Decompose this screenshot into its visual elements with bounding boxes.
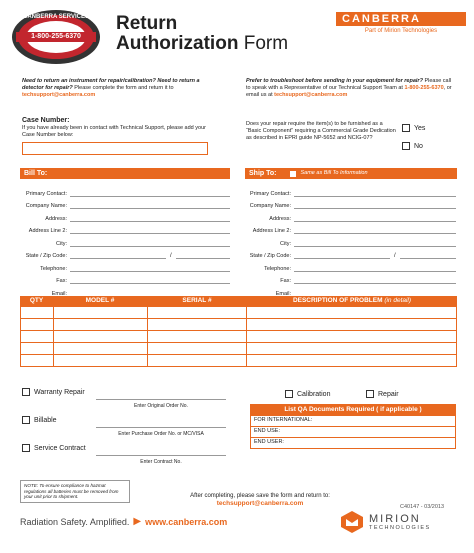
billable-label: Billable xyxy=(34,416,57,424)
items-grid xyxy=(20,306,457,367)
table-cell[interactable] xyxy=(53,343,147,355)
ship-to-state-zip-slash: / xyxy=(394,253,396,259)
bill-to-state-zip-slash: / xyxy=(170,253,172,259)
ship-to-state-input[interactable] xyxy=(294,251,390,259)
table-row xyxy=(21,331,457,343)
table-cell[interactable] xyxy=(247,331,457,343)
ship-to-fields xyxy=(234,184,456,297)
no-option[interactable] xyxy=(402,142,423,150)
mirion-mark-icon xyxy=(340,510,364,534)
after-text: After completing, please save the form and return to: xyxy=(190,493,330,499)
table-cell[interactable] xyxy=(53,319,147,331)
ship-to-row xyxy=(234,184,456,197)
service-option[interactable] xyxy=(22,444,86,452)
qa-row[interactable]: END USE: xyxy=(251,426,455,437)
repair-checkbox[interactable] xyxy=(366,390,374,398)
seal-phone: 1-800-255-6370 xyxy=(31,33,81,40)
bill-to-field-input[interactable] xyxy=(70,276,230,284)
ship-to-row xyxy=(234,259,456,272)
bill-to-row xyxy=(10,209,230,222)
intro-right-mid: , or email us at xyxy=(246,85,452,98)
bill-to-row xyxy=(10,272,230,285)
bill-to-row xyxy=(10,184,230,197)
warranty-hint: Enter Original Order No. xyxy=(134,403,188,409)
ship-to-row xyxy=(234,222,456,235)
ship-to-field-label: State / Zip Code: xyxy=(249,253,291,259)
intro-left xyxy=(22,78,222,99)
calibration-checkbox[interactable] xyxy=(285,390,293,398)
bill-to-row xyxy=(10,197,230,210)
items-table xyxy=(20,296,457,367)
col-serial: SERIAL # xyxy=(182,297,212,304)
bill-to-field-label: Primary Contact: xyxy=(26,190,67,197)
ship-to-field-label: Address Line 2: xyxy=(252,228,291,234)
footer-arrow-icon: ▶ xyxy=(133,516,142,527)
table-cell[interactable] xyxy=(147,331,247,343)
mirion-logo xyxy=(340,510,431,534)
bill-to-field-label: Email: xyxy=(51,290,67,297)
seal-text: CANBERRA SERVICES xyxy=(22,14,89,20)
col-qty: QTY xyxy=(29,297,44,304)
footer xyxy=(20,516,227,527)
ship-to-row xyxy=(234,272,456,285)
ship-to-row xyxy=(234,247,456,260)
billable-hint: Enter Purchase Order No. or MC/VISA xyxy=(118,431,204,437)
yes-label: Yes xyxy=(414,124,426,132)
qa-row[interactable]: FOR INTERNATIONAL: xyxy=(251,415,455,426)
service-input[interactable] xyxy=(96,450,226,456)
ship-to-row xyxy=(234,197,456,210)
table-cell[interactable] xyxy=(21,307,54,319)
bill-to-state-input[interactable] xyxy=(70,251,166,259)
billable-checkbox[interactable] xyxy=(22,416,30,424)
table-row xyxy=(21,343,457,355)
after-email[interactable]: techsupport@canberra.com xyxy=(216,500,304,507)
no-label: No xyxy=(414,142,423,150)
page-title xyxy=(116,14,288,54)
yes-option[interactable] xyxy=(402,124,425,132)
ship-to-field-input[interactable] xyxy=(294,214,456,222)
service-checkbox[interactable] xyxy=(22,444,30,452)
intro-right-bold: Prefer to troubleshoot before sending in your equipment for repair? xyxy=(246,78,423,84)
table-cell[interactable] xyxy=(247,343,457,355)
ship-to-field-input[interactable] xyxy=(294,239,456,247)
warranty-label: Warranty Repair xyxy=(34,388,85,396)
bill-to-field-label: City: xyxy=(56,240,67,247)
ship-to-field-input[interactable] xyxy=(294,201,456,209)
intro-left-email[interactable]: techsupport@canberra.com xyxy=(22,92,96,98)
bill-to-field-input[interactable] xyxy=(70,226,230,234)
mirion-name: MIRION xyxy=(369,512,421,525)
table-cell[interactable] xyxy=(21,331,54,343)
qa-title: List QA Documents Required ( if applicable ) xyxy=(251,405,455,415)
title-line1: Return xyxy=(116,13,178,34)
col-description-label: DESCRIPTION OF PROBLEM xyxy=(292,297,383,304)
ship-to-field-label: Address: xyxy=(269,215,291,222)
bill-to-title: Bill To: xyxy=(24,170,48,177)
bill-to-field-label: Fax: xyxy=(56,278,67,284)
ship-to-field-label: Telephone: xyxy=(264,265,291,272)
repair-option[interactable] xyxy=(366,390,399,398)
mirion-sub: TECHNOLOGIES xyxy=(369,524,431,531)
col-model: MODEL # xyxy=(85,297,115,304)
same-as-label: Same as Bill To Information xyxy=(300,170,368,176)
same-as-checkbox[interactable] xyxy=(290,171,296,177)
ship-to-row xyxy=(234,209,456,222)
table-row xyxy=(21,319,457,331)
cgd-question: Does your repair require the item(s) to be furnished as a “Basic Component” requiring a Commercial Grade Dedication as described in EPRI guide NP-5652 and NCIG-07? xyxy=(246,121,396,141)
hazmat-note: NOTE: To ensure compliance to hazmat regulations all batteries must be removed from your unit prior to shipment. xyxy=(20,480,130,503)
intro-right-email[interactable]: techsupport@canberra.com xyxy=(274,92,348,98)
qa-row[interactable]: END USER: xyxy=(251,437,455,448)
canberra-services-seal xyxy=(10,8,102,66)
case-number-title: Case Number: xyxy=(22,117,70,124)
calibration-label: Calibration xyxy=(297,390,331,398)
warranty-option[interactable] xyxy=(22,388,85,396)
brand-box xyxy=(336,12,466,34)
case-number-desc: If you have already been in contact with Technical Support, please add your Case Number below: xyxy=(22,125,206,138)
table-cell[interactable] xyxy=(21,319,54,331)
col-description-suffix: (in detail) xyxy=(384,297,412,304)
warranty-input[interactable] xyxy=(96,394,226,400)
repair-label: Repair xyxy=(378,390,399,398)
bill-to-header xyxy=(20,168,230,179)
ship-to-field-label: Company Name: xyxy=(249,203,291,209)
table-cell[interactable] xyxy=(147,355,247,367)
service-label: Service Contract xyxy=(34,444,86,452)
ship-to-field-input[interactable] xyxy=(294,276,456,284)
ship-to-row xyxy=(234,284,456,297)
table-cell[interactable] xyxy=(53,355,147,367)
footer-tagline: Radiation Safety. Amplified. xyxy=(20,516,130,527)
form-code: C40147 - 03/2013 xyxy=(400,504,445,510)
table-cell[interactable] xyxy=(247,355,457,367)
case-number-input[interactable] xyxy=(22,142,208,155)
intro-left-rest: Please complete the form and return it to xyxy=(72,85,174,91)
qa-documents-box xyxy=(250,404,456,449)
table-row xyxy=(21,355,457,367)
intro-left-bold: Need to return an instrument for repair/calibration? Need to return a detector for repair? xyxy=(22,78,200,91)
case-number-section xyxy=(22,117,212,155)
col-description xyxy=(247,296,457,306)
intro-right xyxy=(246,78,456,99)
table-cell[interactable] xyxy=(53,307,147,319)
ship-to-field-input[interactable] xyxy=(294,264,456,272)
bill-to-field-input[interactable] xyxy=(70,264,230,272)
bill-to-zip-input[interactable] xyxy=(176,251,230,259)
table-row xyxy=(21,307,457,319)
no-checkbox[interactable] xyxy=(402,142,410,150)
table-cell[interactable] xyxy=(21,343,54,355)
table-cell[interactable] xyxy=(247,319,457,331)
yes-checkbox[interactable] xyxy=(402,124,410,132)
table-cell[interactable] xyxy=(147,343,247,355)
ship-to-title: Ship To: xyxy=(249,170,277,177)
table-cell[interactable] xyxy=(147,319,247,331)
bill-to-field-input[interactable] xyxy=(70,239,230,247)
after-completing xyxy=(160,492,360,508)
intro-right-phone: 1-800-255-6370 xyxy=(404,85,444,91)
table-cell[interactable] xyxy=(247,307,457,319)
ship-to-zip-input[interactable] xyxy=(400,251,456,259)
billable-input[interactable] xyxy=(96,422,226,428)
bill-to-fields xyxy=(10,184,230,297)
footer-url[interactable]: www.canberra.com xyxy=(145,516,228,527)
table-cell[interactable] xyxy=(147,307,247,319)
bill-to-field-label: Company Name: xyxy=(25,203,67,209)
bill-to-row xyxy=(10,234,230,247)
bill-to-field-input[interactable] xyxy=(70,189,230,197)
bill-to-row xyxy=(10,259,230,272)
billable-option[interactable] xyxy=(22,416,57,424)
ship-to-field-input[interactable] xyxy=(294,226,456,234)
calibration-option[interactable] xyxy=(285,390,330,398)
table-cell[interactable] xyxy=(53,331,147,343)
bill-to-field-label: Address Line 2: xyxy=(28,228,67,234)
service-hint: Enter Contract No. xyxy=(140,459,182,465)
brand-sub: Part of Mirion Technologies xyxy=(364,28,438,34)
bill-to-field-input[interactable] xyxy=(70,201,230,209)
ship-to-field-input[interactable] xyxy=(294,189,456,197)
bill-to-field-input[interactable] xyxy=(70,214,230,222)
title-rest: Form xyxy=(238,33,289,54)
bill-to-field-label: Telephone: xyxy=(40,265,67,272)
ship-to-field-label: Email: xyxy=(275,290,291,297)
bill-to-row xyxy=(10,222,230,235)
ship-to-field-label: City: xyxy=(280,240,291,247)
ship-to-header xyxy=(245,168,457,179)
ship-to-field-label: Primary Contact: xyxy=(250,190,291,197)
ship-to-field-label: Fax: xyxy=(280,278,291,284)
bill-to-field-label: Address: xyxy=(45,215,67,222)
intro-right-rest: Please call to speak with a Representative of our Technical Support Team at xyxy=(246,78,452,91)
table-cell[interactable] xyxy=(21,355,54,367)
warranty-checkbox[interactable] xyxy=(22,388,30,396)
bill-to-row xyxy=(10,247,230,260)
title-bold: Authorization xyxy=(116,33,239,54)
ship-to-row xyxy=(234,234,456,247)
brand-name: CANBERRA xyxy=(336,12,466,26)
bill-to-row xyxy=(10,284,230,297)
bill-to-field-label: State / Zip Code: xyxy=(25,253,67,259)
